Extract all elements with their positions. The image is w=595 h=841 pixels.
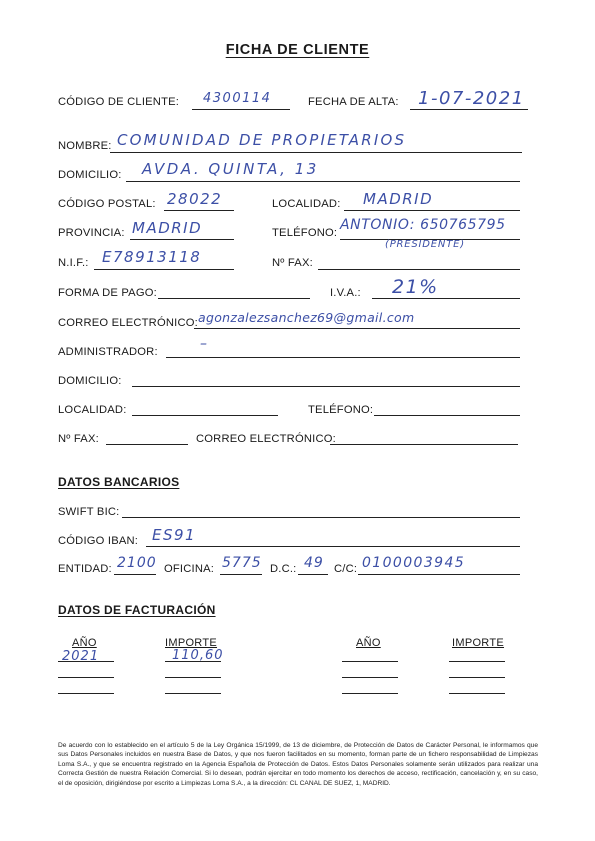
telefono-note: (PRESIDENTE) — [385, 239, 465, 250]
oficina-line — [220, 574, 262, 575]
bank-heading: DATOS BANCARIOS — [58, 475, 180, 489]
administrador-label: ADMINISTRADOR: — [58, 346, 158, 358]
adm-fax-label: Nº FAX: — [58, 433, 99, 445]
col-year-2: AÑO — [356, 637, 381, 649]
col-amount-2: IMPORTE — [452, 637, 505, 649]
oficina-value[interactable]: 5775 — [222, 555, 262, 571]
dc-line — [298, 574, 328, 575]
page-title: FICHA DE CLIENTE — [225, 42, 370, 58]
adm-domicilio-label: DOMICILIO: — [58, 375, 122, 387]
nif-line — [94, 269, 234, 270]
oficina-label: OFICINA: — [164, 563, 215, 575]
telefono-label: TELÉFONO: — [272, 227, 338, 239]
billing-line — [165, 693, 221, 694]
adm-localidad-label: LOCALIDAD: — [58, 404, 127, 416]
fax-line — [318, 269, 520, 270]
localidad-line — [344, 210, 520, 211]
iban-value[interactable]: ES91 — [152, 526, 197, 544]
legal-notice: De acuerdo con lo establecido en el artículo 5 de la Ley Orgánica 15/1999, de 13 de diciembre, de Protección de Datos de Carácter Personal, le informamos que sus Datos Personales incluidos en nuestra Base de Datos, y que nos fueron facilitados en su momento, forman parte de un fichero responsabilidad de Limpiezas Loma S.A., y que se encuentra registrado en la Agencia Española de Protección de Datos. Estos Datos Personales solamente serán utilizados para realizar una Correcta Gestión de nuestra Relación Comercial. Si lo desean, podrán ejercitar en todo momento los derechos de acceso, rectificación, cancelación y, en su caso, el de oposición, dirigiéndose por escrito a Limpiezas Loma S.A., a la dirección: CL CANAL DE SUEZ, 1, MADRID. — [58, 742, 538, 787]
billing-year-1[interactable]: 2021 — [62, 649, 100, 664]
administrador-line — [166, 357, 520, 358]
cc-label: C/C: — [334, 563, 358, 575]
forma-pago-line — [158, 298, 310, 299]
billing-line — [342, 693, 398, 694]
iban-label: CÓDIGO IBAN: — [58, 535, 139, 547]
billing-line — [449, 661, 505, 662]
codigo-cliente-value[interactable]: 4300114 — [203, 91, 272, 106]
codigo-postal-value[interactable]: 28022 — [167, 190, 223, 208]
localidad-label: LOCALIDAD: — [272, 198, 341, 210]
correo-value[interactable]: agonzalezsanchez69@gmail.com — [198, 310, 415, 325]
iva-line — [372, 298, 520, 299]
fecha-alta-value[interactable]: 1-07-2021 — [418, 88, 525, 109]
iban-line — [146, 546, 520, 547]
cc-value[interactable]: 0100003945 — [362, 555, 466, 571]
entidad-line — [114, 574, 156, 575]
entidad-value[interactable]: 2100 — [117, 555, 157, 571]
provincia-label: PROVINCIA: — [58, 227, 125, 239]
fecha-alta-line — [410, 109, 528, 110]
localidad-value[interactable]: MADRID — [363, 190, 434, 208]
provincia-line — [130, 239, 234, 240]
billing-line — [58, 693, 114, 694]
swift-line — [122, 517, 520, 518]
nombre-line — [110, 152, 522, 153]
domicilio-label: DOMICILIO: — [58, 169, 122, 181]
nif-value[interactable]: E78913118 — [102, 248, 202, 266]
fecha-alta-label: FECHA DE ALTA: — [308, 96, 399, 108]
billing-heading: DATOS DE FACTURACIÓN — [58, 603, 216, 617]
dc-value[interactable]: 49 — [304, 555, 324, 571]
provincia-value[interactable]: MADRID — [132, 219, 203, 237]
adm-telefono-label: TELÉFONO: — [308, 404, 374, 416]
adm-correo-label: CORREO ELECTRÓNICO: — [196, 433, 336, 445]
administrador-value[interactable]: – — [200, 336, 209, 352]
adm-localidad-line — [132, 415, 278, 416]
adm-fax-line — [106, 444, 188, 445]
iva-value[interactable]: 21% — [392, 276, 439, 298]
correo-label: CORREO ELECTRÓNICO: — [58, 317, 198, 329]
adm-domicilio-line — [132, 386, 520, 387]
billing-line — [342, 677, 398, 678]
entidad-label: ENTIDAD: — [58, 563, 112, 575]
col-year-1: AÑO — [72, 637, 97, 649]
codigo-postal-line — [164, 210, 234, 211]
iva-label: I.V.A.: — [330, 287, 361, 299]
billing-line — [449, 693, 505, 694]
billing-line — [449, 677, 505, 678]
forma-pago-label: FORMA DE PAGO: — [58, 287, 157, 299]
adm-correo-line — [330, 444, 518, 445]
cc-line — [358, 574, 520, 575]
swift-label: SWIFT BIC: — [58, 506, 120, 518]
billing-line — [342, 661, 398, 662]
billing-amount-1[interactable]: 110,60 — [172, 648, 224, 663]
adm-telefono-line — [374, 415, 520, 416]
domicilio-line — [126, 181, 520, 182]
domicilio-value[interactable]: AVDA. QUINTA, 13 — [142, 160, 319, 178]
col-amount-1: IMPORTE — [165, 637, 218, 649]
codigo-cliente-label: CÓDIGO DE CLIENTE: — [58, 96, 180, 108]
dc-label: D.C.: — [270, 563, 297, 575]
telefono-value[interactable]: ANTONIO: 650765795 — [340, 217, 506, 233]
codigo-cliente-line — [192, 109, 290, 110]
nombre-label: NOMBRE: — [58, 140, 112, 152]
codigo-postal-label: CÓDIGO POSTAL: — [58, 198, 156, 210]
billing-line — [58, 677, 114, 678]
nombre-value[interactable]: COMUNIDAD DE PROPIETARIOS — [117, 131, 407, 149]
nif-label: N.I.F.: — [58, 257, 89, 269]
correo-line — [194, 328, 520, 329]
fax-label: Nº FAX: — [272, 257, 313, 269]
billing-line — [165, 677, 221, 678]
